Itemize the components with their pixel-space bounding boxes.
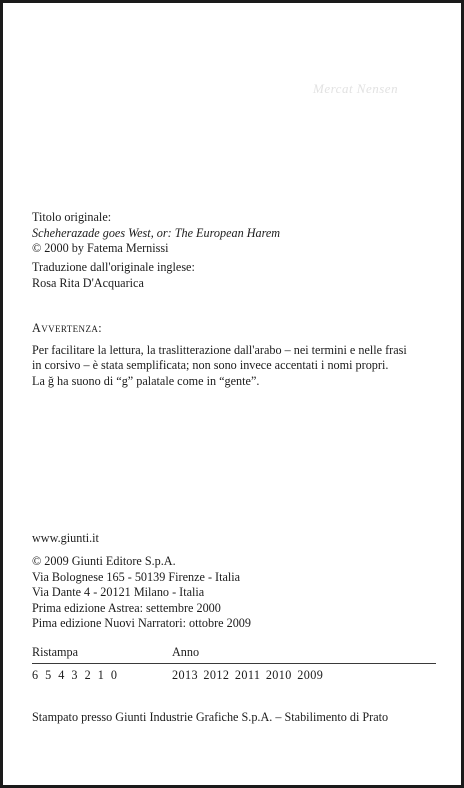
anno-years: 2013 2012 2011 2010 2009 (172, 668, 324, 682)
reprint-header-row (32, 645, 200, 660)
notice-heading: Avvertenza: (32, 321, 103, 335)
current-edition: Pima edizione Nuovi Narratori: ottobre 2009 (32, 616, 251, 630)
bleed-through-text: Mercat Nensen (313, 81, 399, 96)
notice-block (32, 321, 407, 389)
notice-line-1: Per facilitare la lettura, la traslitterazione dall'arabo – nei termini e nelle frasi (32, 342, 407, 357)
reprint-values-row (32, 668, 324, 683)
publisher-address-milano: Via Dante 4 - 20121 Milano - Italia (32, 585, 205, 599)
ristampa-digits: 6 5 4 3 2 1 0 (32, 668, 119, 682)
translation-block (32, 260, 195, 291)
translator-name: Rosa Rita D'Acquarica (32, 275, 144, 290)
notice-line-3: La ğ ha suono di “g” palatale come in “gente”. (32, 373, 260, 388)
publisher-block (32, 554, 251, 632)
publisher-address-firenze: Via Bolognese 165 - 50139 Firenze - Italia (32, 569, 241, 584)
original-title: Scheherazade goes West, or: The European Harem (32, 225, 281, 240)
colophon-page (3, 3, 461, 785)
original-title-block (32, 210, 280, 257)
anno-label: Anno (172, 645, 200, 659)
first-edition: Prima edizione Astrea: settembre 2000 (32, 600, 221, 615)
reprint-divider (32, 663, 436, 664)
printer-line: Stampato presso Giunti Industrie Grafiche S.p.A. – Stabilimento di Prato (32, 710, 389, 724)
notice-line-2: in corsivo – è stata semplificata; non sono invece accentati i nomi propri. (32, 358, 389, 372)
ristampa-label: Ristampa (32, 645, 79, 659)
original-copyright: © 2000 by Fatema Mernissi (32, 241, 169, 255)
publisher-copyright: © 2009 Giunti Editore S.p.A. (32, 554, 176, 568)
original-title-label: Titolo originale: (32, 210, 112, 224)
translation-label: Traduzione dall'originale inglese: (32, 260, 195, 274)
website-link: www.giunti.it (32, 531, 99, 545)
